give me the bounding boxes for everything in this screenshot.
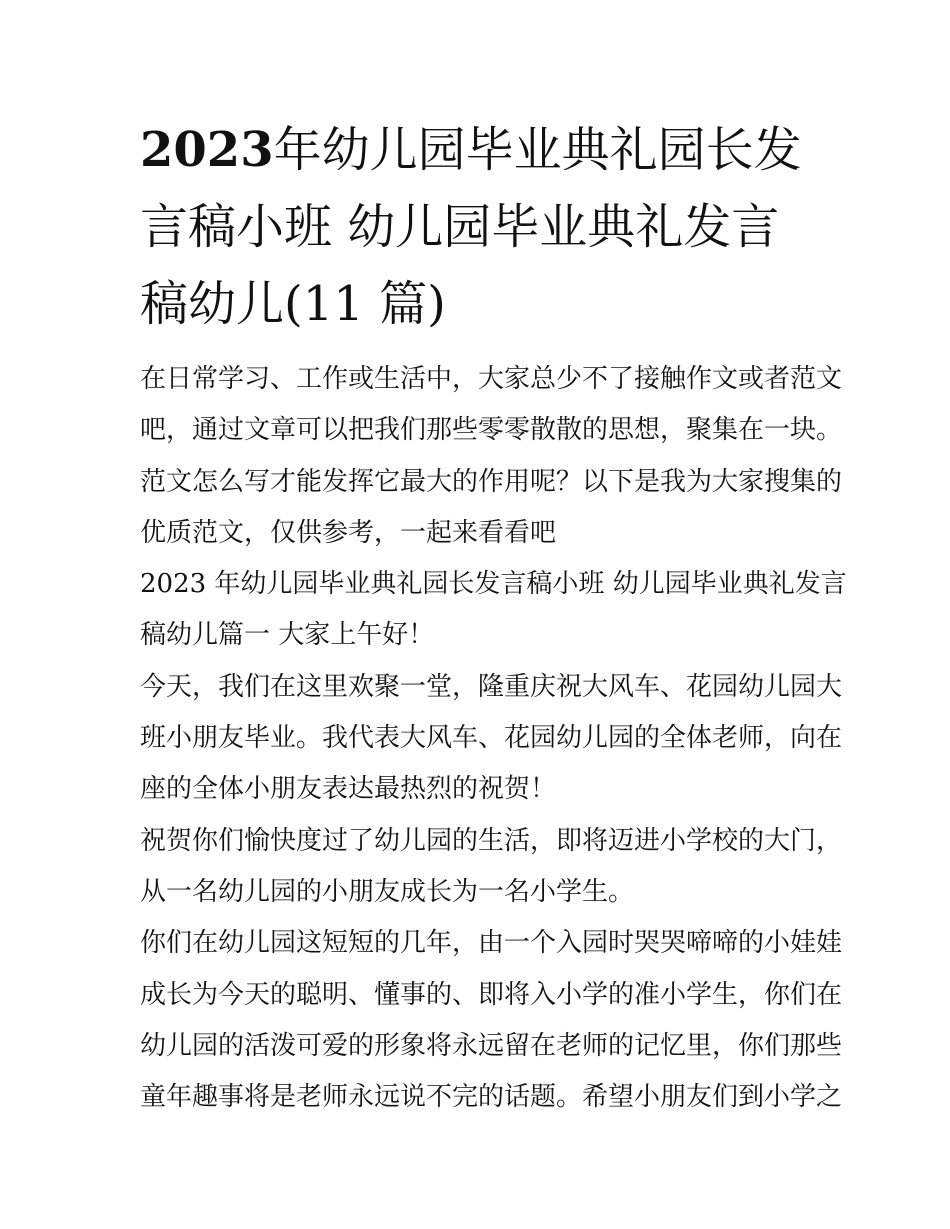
body-line: 祝贺你们愉快度过了幼儿园的生活，即将迈进小学校的大门， [140, 825, 843, 856]
body-line: 稿幼儿篇一 大家上午好！ [140, 620, 435, 651]
title-text: 言稿小班 幼儿园毕业典礼发言 [140, 199, 780, 255]
body-line: 范文怎么写才能发挥它最大的作用呢？以下是我为大家搜集的 [140, 466, 843, 497]
title-line [140, 189, 820, 266]
title-line [140, 112, 820, 189]
body-line: 2023 年幼儿园毕业典礼园长发言稿小班 幼儿园毕业典礼发言 [140, 569, 847, 600]
document-body [140, 354, 847, 1123]
body-line: 座的全体小朋友表达最热烈的祝贺！ [140, 774, 557, 805]
body-line: 在日常学习、工作或生活中，大家总少不了接触作文或者范文 [140, 364, 843, 394]
body-line: 你们在幼儿园这短短的几年，由一个入园时哭哭啼啼的小娃娃 [140, 928, 843, 959]
body-line: 吧，通过文章可以把我们那些零零散散的思想，聚集在一块。 [140, 415, 843, 446]
title-line [140, 266, 820, 343]
body-line: 成长为今天的聪明、懂事的、即将入小学的准小学生，你们在 [140, 979, 843, 1010]
document-title [140, 112, 820, 343]
body-line: 童年趣事将是老师永远说不完的话题。希望小朋友们到小学之 [140, 1082, 843, 1113]
title-text: 稿幼儿(11 篇) [140, 276, 446, 332]
body-line: 从一名幼儿园的小朋友成长为一名小学生。 [140, 876, 635, 907]
body-line: 班小朋友毕业。我代表大风车、花园幼儿园的全体老师，向在 [140, 723, 843, 754]
body-line: 优质范文，仅供参考，一起来看看吧 [140, 517, 557, 548]
title-year: 2023 [140, 122, 274, 178]
body-line: 幼儿园的活泼可爱的形象将永远留在老师的记忆里，你们那些 [140, 1030, 843, 1061]
body-line: 今天，我们在这里欢聚一堂，隆重庆祝大风车、花园幼儿园大 [140, 671, 843, 702]
title-text: 年幼儿园毕业典礼园长发 [273, 122, 802, 178]
